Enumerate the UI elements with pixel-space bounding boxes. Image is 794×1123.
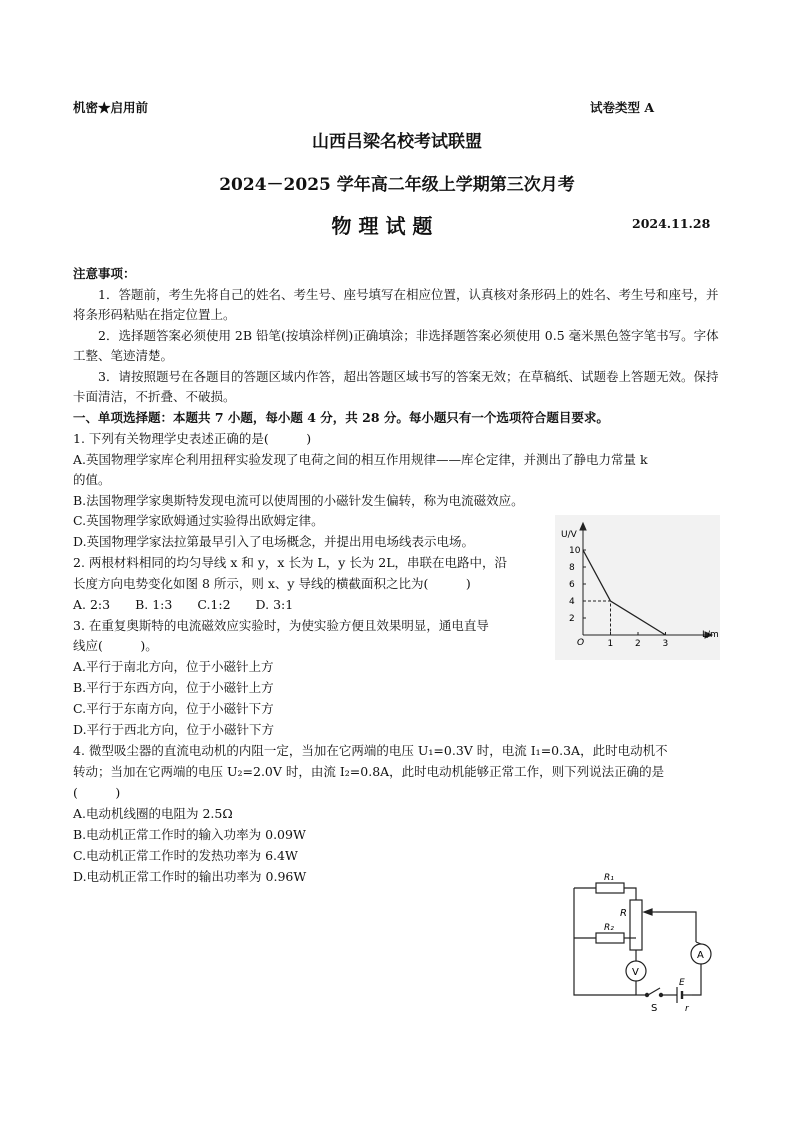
q4-option-c: C.电动机正常工作时的发热功率为 6.4W: [73, 848, 298, 863]
q1-option-b: B.法国物理学家奥斯特发现电流可以使周围的小磁针发生偏转，称为电流磁效应。: [73, 493, 524, 508]
label-r1: R₁: [604, 873, 614, 883]
graph-x-tick-label: 2: [635, 639, 641, 649]
graph-origin-label: O: [577, 638, 585, 648]
q1-option-c: C.英国物理学家欧姆通过实验得出欧姆定律。: [73, 513, 324, 528]
q2-options: A. 2:3 B. 1:3 C.1:2 D. 3:1: [73, 597, 294, 612]
graph-x-tick-label: 3: [662, 639, 669, 649]
q3-option-a: A.平行于南北方向，位于小磁针上方: [73, 659, 274, 674]
resistor-r1: [596, 883, 624, 893]
u-l-graph: [555, 515, 720, 660]
label-r: R: [620, 908, 627, 919]
q1-option-a: A.英国物理学家库仑利用扭秤实验发现了电荷之间的相互作用规律——库仑定律，并测出了静电力常量 k: [73, 452, 648, 467]
q1-option-a-cont: 的值。: [73, 472, 111, 487]
org-title: 山西吕梁名校考试联盟: [312, 132, 482, 152]
circuit-diagram: [566, 870, 731, 1015]
label-internal-r: r: [685, 1004, 689, 1014]
q2-stem-line1: 2. 两根材料相同的均匀导线 x 和 y，x 长为 L，y 长为 2L，串联在电路中，沿: [73, 555, 507, 570]
notice-title: 注意事项：: [73, 266, 136, 281]
label-ammeter: A: [697, 950, 704, 961]
q4-option-b: B.电动机正常工作时的输入功率为 0.09W: [73, 827, 306, 842]
q3-option-c: C.平行于东南方向，位于小磁针下方: [73, 701, 274, 716]
graph-y-tick-label: 4: [569, 597, 575, 607]
q4-option-a: A.电动机线圈的电阻为 2.5Ω: [73, 806, 233, 821]
notice-item-1: 1．答题前，考生先将自己的姓名、考生号、座号填写在相应位置，认真核对条形码上的姓名、考生号和座号，并将条形码粘贴在指定位置上。: [73, 287, 719, 323]
graph-y-tick-label: 10: [569, 546, 581, 556]
q1-stem: 1. 下列有关物理学史表述正确的是( ): [73, 431, 312, 446]
paper-type-label: 试卷类型 A: [590, 100, 655, 115]
q3-stem-line2: 线应( )。: [73, 638, 158, 653]
graph-y-label: U/V: [561, 530, 577, 540]
circuit-wire-right: [692, 964, 701, 995]
switch-s: [648, 988, 660, 995]
graph-x-label: L/m: [702, 630, 719, 640]
label-switch: S: [651, 1003, 658, 1014]
q2-stem-line2: 长度方向电势变化如图 8 所示，则 x、y 导线的横截面积之比为( ): [73, 576, 471, 591]
q4-stem-line1: 4. 微型吸尘器的直流电动机的内阻一定，当加在它两端的电压 U₁=0.3V 时，电流 I₁=0.3A，此时电动机不: [73, 743, 668, 758]
q3-option-b: B.平行于东西方向，位于小磁针上方: [73, 680, 274, 695]
circuit-wire-slider: [656, 912, 696, 942]
circuit-wire-r1-right: [624, 888, 636, 900]
label-voltmeter: V: [632, 967, 639, 978]
confidential-label: 机密★启用前: [73, 100, 149, 115]
graph-y-tick-label: 6: [569, 580, 575, 590]
q4-stem-line3: ( ): [73, 785, 121, 800]
q4-option-d: D.电动机正常工作时的输出功率为 0.96W: [73, 869, 307, 884]
q3-stem-line1: 3. 在重复奥斯特的电流磁效应实验时，为使实验方便且效果明显，通电直导: [73, 618, 489, 633]
graph-y-tick-label: 8: [569, 563, 575, 573]
notice-item-3: 3．请按照题号在各题目的答题区域内作答，超出答题区域书写的答案无效；在草稿纸、试题卷上答题无效。保持卡面清洁，不折叠、不破损。: [73, 369, 719, 405]
graph-y-tick-label: 2: [569, 614, 575, 624]
circuit-wire-left: [574, 888, 636, 995]
q1-option-d: D.英国物理学家法拉第最早引入了电场概念，并提出用电场线表示电场。: [73, 534, 475, 549]
label-emf: E: [679, 978, 685, 988]
section-title: 一、单项选择题：本题共 7 小题，每小题 4 分，共 28 分。每小题只有一个选项符合题目要求。: [73, 410, 609, 425]
exam-date: 2024.11.28: [632, 216, 711, 231]
subject-title: 物 理 试 题: [331, 214, 433, 238]
exam-title: 2024－2025 学年高二年级上学期第三次月考: [219, 175, 575, 195]
q3-option-d: D.平行于西北方向，位于小磁针下方: [73, 722, 275, 737]
notice-item-2: 2．选择题答案必须使用 2B 铅笔(按填涂样例)正确填涂；非选择题答案必须使用 0.5 毫米黑色签字笔书写。字体工整、笔迹清楚。: [73, 328, 719, 364]
resistor-r2: [596, 933, 624, 943]
label-r2: R₂: [604, 923, 614, 933]
q4-stem-line2: 转动；当加在它两端的电压 U₂=2.0V 时，由流 I₂=0.8A，此时电动机能够正常工作，则下列说法正确的是: [73, 764, 665, 779]
graph-x-tick-label: 1: [607, 639, 614, 649]
rheostat-r: [630, 900, 642, 950]
rheostat-slider-arrow: [644, 909, 652, 915]
